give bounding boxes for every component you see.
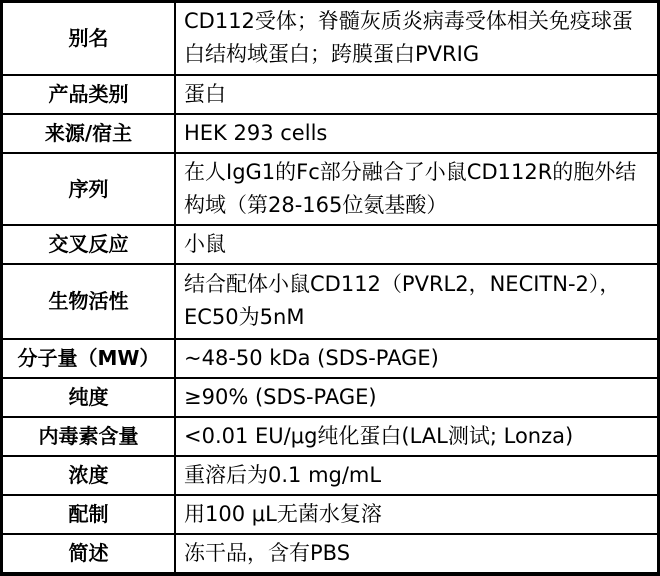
row-value: CD112受体；脊髓灰质炎病毒受体相关免疫球蛋白结构域蛋白；跨膜蛋白PVRIG xyxy=(175,2,659,75)
row-value: 冻干品，含有PBS xyxy=(175,534,659,574)
row-value: ≥90% (SDS-PAGE) xyxy=(175,378,659,417)
table-row xyxy=(2,378,659,417)
row-label: 内毒素含量 xyxy=(2,417,176,456)
table-row xyxy=(2,456,659,495)
row-label: 序列 xyxy=(2,153,176,225)
row-label: 来源/宿主 xyxy=(2,114,176,153)
row-value: 结合配体小鼠CD112（PVRL2，NECITN-2），EC50为5nM xyxy=(175,264,659,339)
table-row xyxy=(2,264,659,339)
row-value: 重溶后为0.1 mg/mL xyxy=(175,456,659,495)
row-value: 在人IgG1的Fc部分融合了小鼠CD112R的胞外结构域（第28-165位氨基酸） xyxy=(175,153,659,225)
table-row xyxy=(2,495,659,534)
row-value: 小鼠 xyxy=(175,225,659,264)
row-label: 浓度 xyxy=(2,456,176,495)
row-label: 分子量（MW） xyxy=(2,339,176,378)
row-value: 蛋白 xyxy=(175,75,659,114)
table-row xyxy=(2,153,659,225)
table-row xyxy=(2,339,659,378)
table-row xyxy=(2,417,659,456)
row-label: 交叉反应 xyxy=(2,225,176,264)
row-label: 纯度 xyxy=(2,378,176,417)
row-value: ~48-50 kDa (SDS-PAGE) xyxy=(175,339,659,378)
row-value: 用100 μL无菌水复溶 xyxy=(175,495,659,534)
row-value: HEK 293 cells xyxy=(175,114,659,153)
row-label: 产品类别 xyxy=(2,75,176,114)
table-row xyxy=(2,225,659,264)
row-label: 配制 xyxy=(2,495,176,534)
row-value: <0.01 EU/μg纯化蛋白(LAL测试; Lonza) xyxy=(175,417,659,456)
table-row xyxy=(2,75,659,114)
table-body xyxy=(2,2,659,574)
row-label: 别名 xyxy=(2,2,176,75)
row-label: 生物活性 xyxy=(2,264,176,339)
table-row xyxy=(2,2,659,75)
table-row xyxy=(2,114,659,153)
row-label: 简述 xyxy=(2,534,176,574)
table-row xyxy=(2,534,659,574)
